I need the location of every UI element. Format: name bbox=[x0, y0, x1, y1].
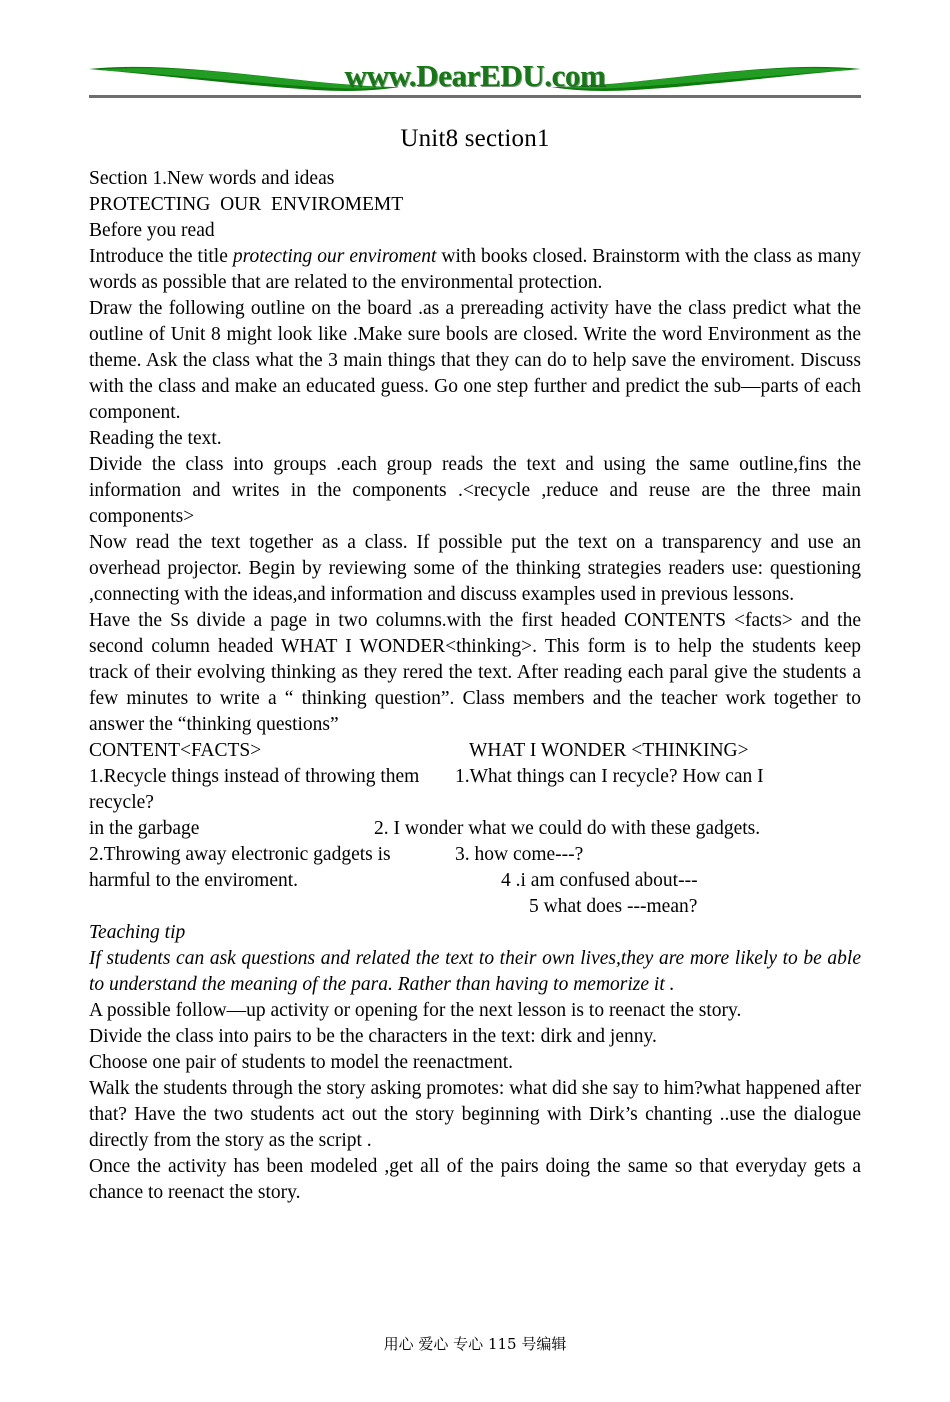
paragraph-walk-students-through: Walk the students through the story asking promotes: what did she say to him?what happened after that? Have the two students act out the story beginning with Dirk’s chanting ..use the dialogue directly from the story as the script . bbox=[89, 1078, 861, 1151]
document-body bbox=[89, 166, 861, 1206]
paragraph-introduce-title bbox=[89, 244, 861, 296]
table-cell-left: 2.Throwing away electronic gadgets is bbox=[89, 844, 391, 865]
table-cell-right: 5 what does ---mean? bbox=[529, 896, 698, 917]
table-cell-left: in the garbage bbox=[89, 818, 200, 839]
section-heading-reading-the-text: Reading the text. bbox=[89, 428, 222, 449]
table-cell-right: 1.What things can I recycle? How can I bbox=[455, 766, 764, 787]
table-header-row bbox=[89, 738, 861, 764]
paragraph-choose-one-pair: Choose one pair of students to model the reenactment. bbox=[89, 1052, 514, 1073]
paragraph-introduce-italic-title: protecting our enviroment bbox=[232, 246, 437, 267]
header-divider-rule bbox=[89, 95, 861, 98]
teaching-tip-paragraph: If students can ask questions and related the text to their own lives,they are more likely to be able to understand the meaning of the para. Rather than having to memorize it . bbox=[89, 948, 861, 995]
table-row bbox=[89, 816, 861, 842]
table-cell-left: 1.Recycle things instead of throwing them bbox=[89, 766, 420, 787]
table-row bbox=[89, 764, 861, 790]
section-heading-before-you-read: Before you read bbox=[89, 220, 215, 241]
site-logo-banner bbox=[89, 58, 861, 104]
table-row bbox=[89, 842, 861, 868]
page-footer: 用心 爱心 专心 115 号编辑 bbox=[383, 1335, 567, 1353]
paragraph-introduce-part1: Introduce the title bbox=[89, 246, 233, 267]
paragraph-two-columns-form: Have the Ss divide a page in two columns.with the first headed CONTENTS <facts> and the second column headed WHAT I WONDER<thinking>. This form is to help the students keep track of their evolving thinking as they rered the text. After reading each paral give the students a few minutes to write a “ thinking question”. Class members and the teacher work together to answer the “thinking questions” bbox=[89, 610, 861, 735]
paragraph-divide-class-groups: Divide the class into groups .each group reads the text and using the same outline,fins the information and writes in the components .<recycle ,reduce and reuse are the three main components> bbox=[89, 454, 861, 527]
column-header-what-i-wonder: WHAT I WONDER <THINKING> bbox=[469, 740, 749, 761]
table-cell-right: 3. how come---? bbox=[455, 844, 584, 865]
paragraph-once-activity-modeled: Once the activity has been modeled ,get all of the pairs doing the same so that everyday gets a chance to reenact the story. bbox=[89, 1156, 861, 1203]
table-cell-left: harmful to the enviroment. bbox=[89, 870, 299, 891]
table-row bbox=[89, 894, 861, 920]
teaching-tip-heading: Teaching tip bbox=[89, 922, 186, 943]
paragraph-introduce-part2: with books closed. Brainstorm with the class as many words as possible that are related to the environmental protection. bbox=[89, 246, 861, 293]
document-page bbox=[0, 58, 950, 1402]
column-header-content-facts: CONTENT<FACTS> bbox=[89, 740, 262, 761]
section-heading-protecting: PROTECTING OUR ENVIROMEMT bbox=[89, 194, 404, 215]
table-row bbox=[89, 790, 861, 816]
paragraph-divide-pairs: Divide the class into pairs to be the characters in the text: dirk and jenny. bbox=[89, 1026, 657, 1047]
paragraph-now-read-text: Now read the text together as a class. If possible put the text on a transparency and use an overhead projector. Begin by reviewing some of the thinking strategies readers use: questioning ,connecting with the ideas,and information and discuss examples used in previous lessons. bbox=[89, 532, 861, 605]
site-logo-text: www.DearEDU.com bbox=[344, 58, 606, 93]
page-title: Unit8 section1 bbox=[400, 125, 550, 152]
table-cell-left: recycle? bbox=[89, 792, 154, 813]
paragraph-follow-up-activity: A possible follow—up activity or opening for the next lesson is to reenact the story. bbox=[89, 1000, 742, 1021]
table-cell-right: 4 .i am confused about--- bbox=[501, 870, 698, 891]
section-heading-new-words: Section 1.New words and ideas bbox=[89, 168, 335, 189]
paragraph-draw-outline: Draw the following outline on the board .as a prereading activity have the class predict what the outline of Unit 8 might look like .Make sure bools are closed. Write the word Environment as the theme. Ask the class what the 3 main things that they can do to help save the enviroment. Discuss with the class and make an educated guess. Go one step further and predict the sub—parts of each component. bbox=[89, 298, 861, 423]
table-row bbox=[89, 868, 861, 894]
table-cell-right: 2. I wonder what we could do with these gadgets. bbox=[374, 818, 761, 839]
content-wonder-table bbox=[89, 738, 861, 920]
